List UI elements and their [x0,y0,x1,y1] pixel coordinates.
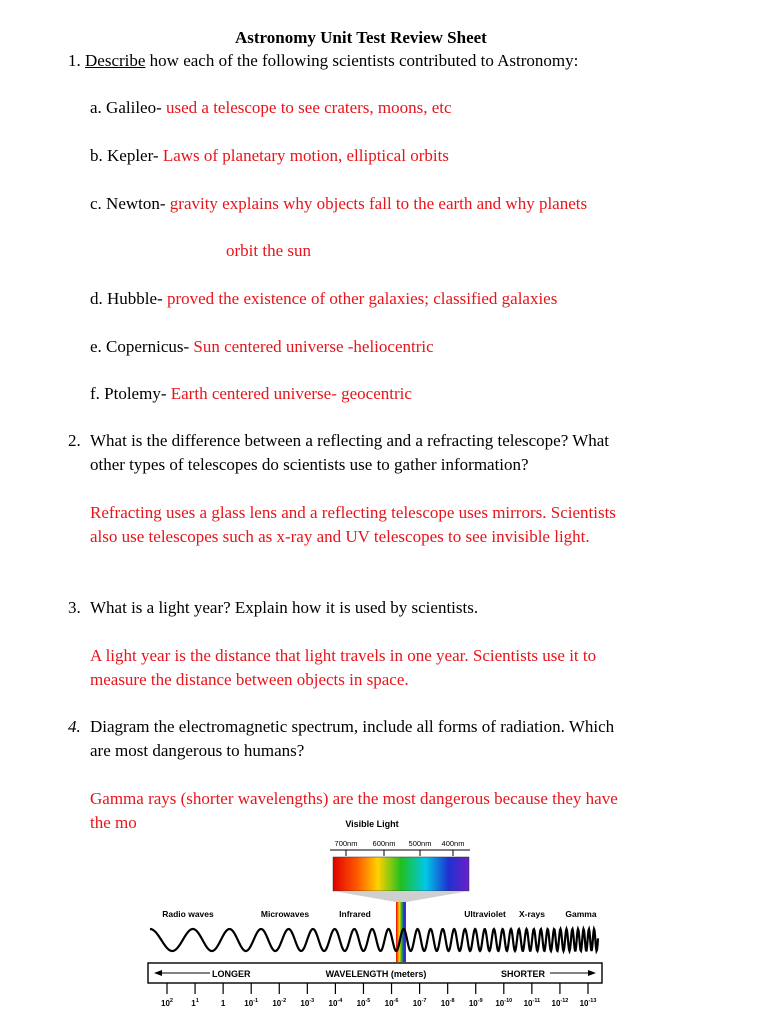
longer-label: LONGER [212,969,251,979]
question-text: how each of the following scientists contributed to Astronomy: [145,51,579,70]
band-label-gamma: Gamma [565,909,597,919]
visible-tick-label: 600nm [372,839,396,848]
band-label-microwaves: Microwaves [260,909,310,919]
scale-label: 1 [220,999,226,1008]
band-label-xrays: X-rays [519,909,545,919]
item-label: f. Ptolemy- [90,384,171,403]
shorter-label: SHORTER [501,969,546,979]
scale-label: $10^{-11}$ [523,998,541,1008]
wavelength-scale [161,983,596,1008]
band-label-ultraviolet: Ultraviolet [464,909,506,919]
answer-4-line-1: Gamma rays (shorter wavelengths) are the most dangerous because they have [90,789,618,808]
q1-item-kepler [90,146,449,166]
answer-3-line-1: A light year is the distance that light travels in one year. Scientists use it to [90,646,597,665]
question-4-number: 4. [68,717,81,736]
question-2-text-line-2: other types of telescopes do scientists use to gather information? [90,455,529,474]
q1-item-hubble [90,289,557,309]
item-answer: Laws of planetary motion, elliptical orbits [162,146,449,165]
q1-item-copernicus [90,337,434,357]
item-answer: gravity explains why objects fall to the earth and why planets [169,194,588,213]
answer-4-line-2: the mo [90,813,137,832]
item-answer: proved the existence of other galaxies; classified galaxies [166,289,558,308]
item-label: e. Copernicus- [90,337,194,356]
visible-spectrum-bar [333,857,469,891]
answer-2-line-2: also use telescopes such as x-ray and UV telescopes to see invisible light. [90,527,590,546]
question-2-text-line-1: What is the difference between a reflecting and a refracting telescope? What [90,431,610,450]
scale-label: $10^{-10}$ [495,998,513,1008]
question-1 [68,51,578,71]
wavelength-label: WAVELENGTH (meters) [325,969,427,979]
q1-item-galileo [90,98,452,118]
visible-tick-label: 500nm [408,839,432,848]
q1-item-newton-continued: orbit the sun [226,241,311,260]
scale-label: $10^{-9}$ [468,998,483,1008]
scale-label: $10^{-8}$ [440,998,455,1008]
question-number: 1. [68,51,81,70]
scale-label: $10^{-12}$ [551,998,569,1008]
visible-tick-label: 400nm [441,839,465,848]
page-title: Astronomy Unit Test Review Sheet [235,28,487,47]
item-label: b. Kepler- [90,146,163,165]
scale-label: $10^{-5}$ [356,998,371,1008]
visible-tick-label: 700nm [334,839,358,848]
question-4-text-line-2: are most dangerous to humans? [90,741,305,760]
scale-label: $1^1$ [191,998,199,1008]
spectrum-wave [150,929,598,951]
scale-label: $10^{-3}$ [300,998,315,1008]
item-label: a. Galileo- [90,98,166,117]
answer-2-line-1: Refracting uses a glass lens and a reflecting telescope uses mirrors. Scientists [90,503,616,522]
visible-light-title: Visible Light [345,819,399,829]
scale-label: $10^{-13}$ [579,998,597,1008]
scale-label: $10^2$ [161,998,173,1008]
band-label-infrared: Infrared [339,909,371,919]
q1-item-ptolemy [90,384,412,404]
question-2-number: 2. [68,431,81,450]
item-label: c. Newton- [90,194,170,213]
q1-item-newton [90,194,587,214]
item-answer: used a telescope to see craters, moons, etc [166,98,452,117]
question-keyword: Describe [85,51,146,70]
item-label: d. Hubble- [90,289,167,308]
question-4-text-line-1: Diagram the electromagnetic spectrum, include all forms of radiation. Which [90,717,615,736]
scale-label: $10^{-6}$ [384,998,399,1008]
question-3-text: What is a light year? Explain how it is used by scientists. [90,598,479,617]
band-label-radio: Radio waves [162,909,214,919]
answer-3-line-2: measure the distance between objects in space. [90,670,409,689]
scale-label: $10^{-7}$ [412,998,427,1008]
electromagnetic-spectrum-diagram [140,810,610,1024]
visible-funnel [333,891,469,902]
scale-label: $10^{-4}$ [328,998,343,1008]
scale-label: $10^{-1}$ [244,998,259,1008]
item-answer: Sun centered universe -heliocentric [193,337,434,356]
item-answer: Earth centered universe- geocentric [170,384,412,403]
scale-label: $10^{-2}$ [272,998,287,1008]
question-3-number: 3. [68,598,81,617]
